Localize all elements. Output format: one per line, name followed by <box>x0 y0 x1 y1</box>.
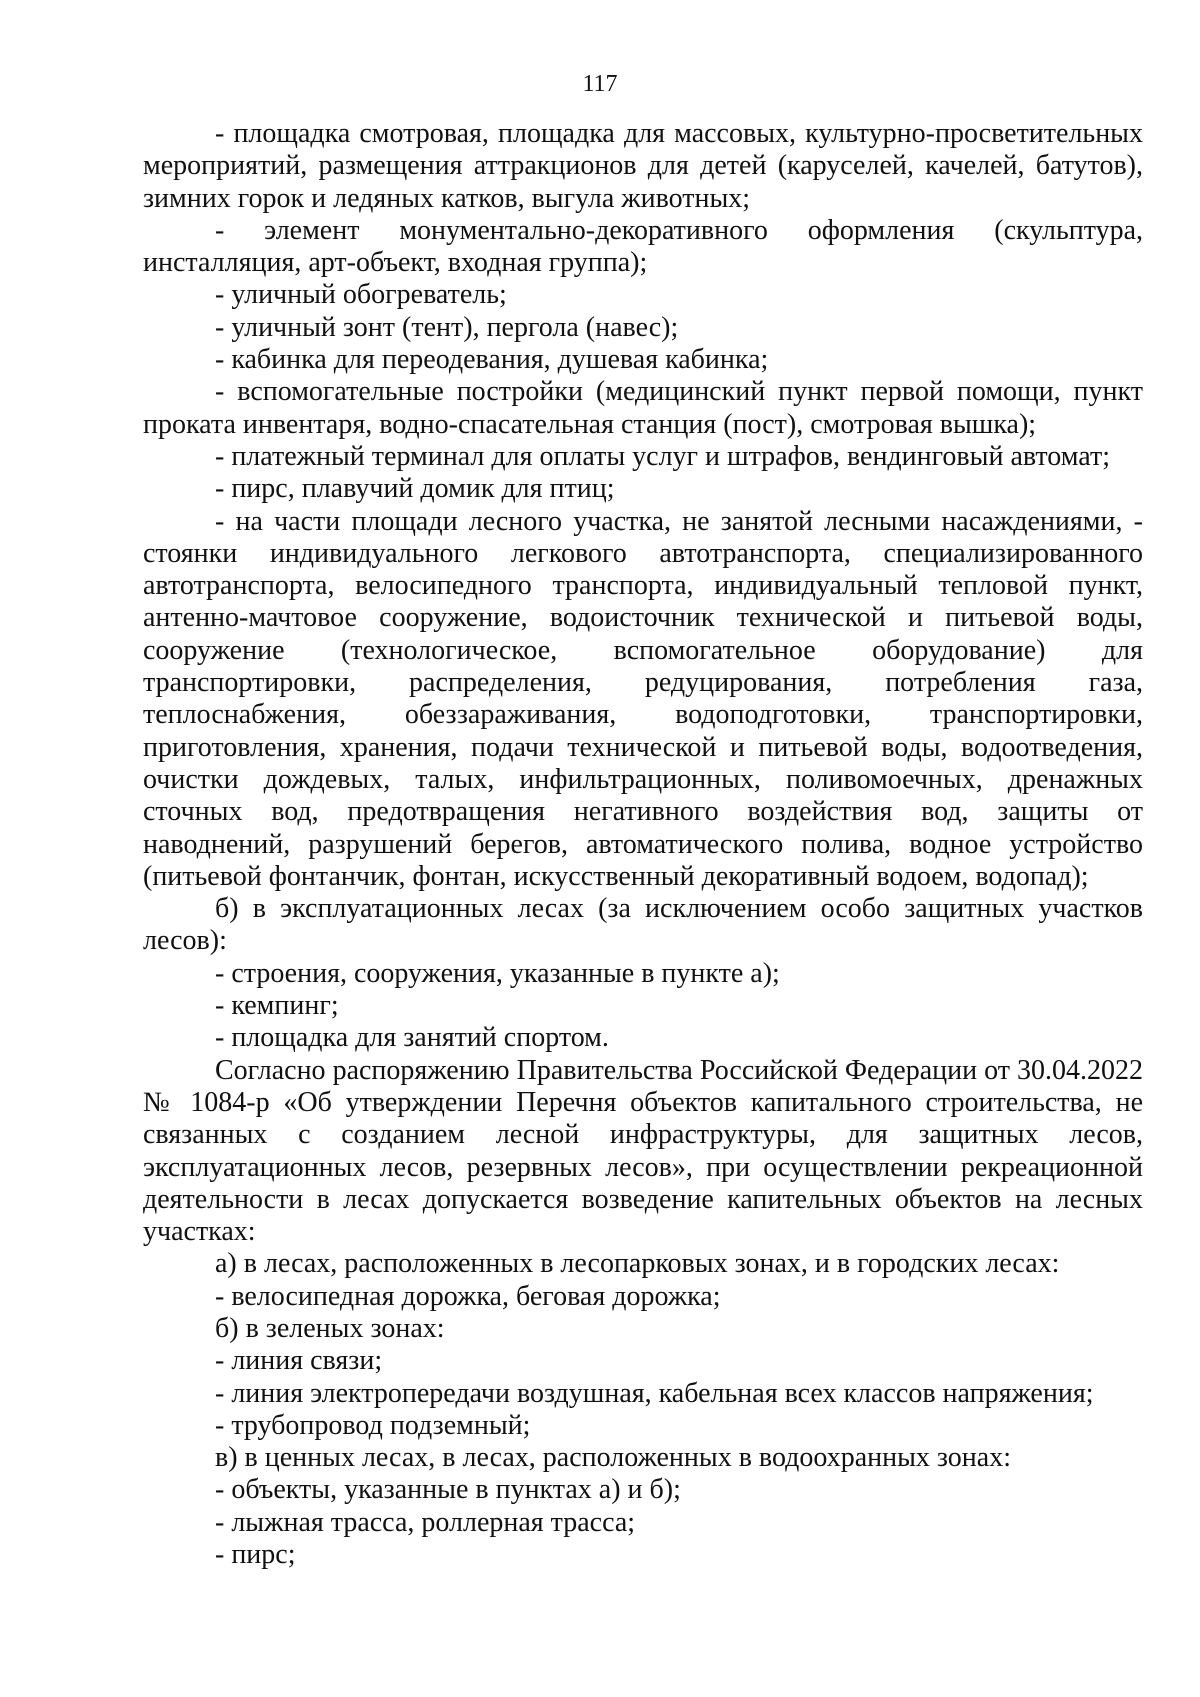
paragraph-22: - объекты, указанные в пунктах а) и б); <box>215 1474 681 1506</box>
paragraph-12: - кемпинг; <box>215 990 339 1022</box>
paragraph-18: - линия связи; <box>215 1345 383 1377</box>
paragraph-19: - линия электропередачи воздушная, кабельная всех классов напряжения; <box>215 1377 1094 1409</box>
paragraph-1: - площадка смотровая, площадка для массовых, культурно-просветительных мероприятий, размещения аттракционов для детей (каруселей, качелей, батутов), зимних горок и ледяных катков, выгула животных; <box>143 118 1143 214</box>
paragraph-9: - на части площади лесного участка, не занятой лесными насаждениями, - стоянки индивидуального легкового автотранспорта, специализированного автотранспорта, велосипедного транспорта, индивидуальный тепловой пункт, антенно-мачтовое сооружение, водоисточник технической и питьевой воды, сооружение (технологическое, вспомогательное оборудование) для транспортировки, распределения, редуцирования, потребления газа, теплоснабжения, обеззараживания, водоподготовки, транспортировки, приготовления, хранения, подачи технической и питьевой воды, водоотведения, очистки дождевых, талых, инфильтрационных, поливомоечных, дренажных сточных вод, предотвращения негативного воздействия вод, защиты от наводнений, разрушений берегов, автоматического полива, водное устройство (питьевой фонтанчик, фонтан, искусственный декоративный водоем, водопад); <box>143 505 1143 892</box>
paragraph-3: - уличный обогреватель; <box>215 279 507 311</box>
paragraph-8: - пирс, плавучий домик для птиц; <box>215 473 615 505</box>
paragraph-23: - лыжная трасса, роллерная трасса; <box>215 1506 636 1538</box>
paragraph-14: Согласно распоряжению Правительства Российской Федерации от 30.04.2022 № 1084-р «Об утверждении Перечня объектов капитального строительства, не связанных с созданием лесной инфраструктуры, для защитных лесов, эксплуатационных лесов, резервных лесов», при осуществлении рекреационной деятельности в лесах допускается возведение капительных объектов на лесных участках: <box>143 1054 1143 1248</box>
paragraph-13: - площадка для занятий спортом. <box>215 1022 609 1054</box>
paragraph-16: - велосипедная дорожка, беговая дорожка; <box>215 1280 721 1312</box>
paragraph-24: - пирс; <box>215 1539 296 1571</box>
paragraph-5: - кабинка для переодевания, душевая кабинка; <box>215 344 769 376</box>
paragraph-2: - элемент монументально-декоративного оформления (скульптура, инсталляция, арт-объект, входная группа); <box>143 214 1143 279</box>
paragraph-10: б) в эксплуатационных лесах (за исключением особо защитных участков лесов): <box>143 893 1143 957</box>
page-number: 117 <box>582 71 618 97</box>
paragraph-15: а) в лесах, расположенных в лесопарковых зонах, и в городских лесах: <box>215 1248 1060 1280</box>
document-body <box>143 118 1143 1571</box>
paragraph-4: - уличный зонт (тент), пергола (навес); <box>215 311 679 343</box>
paragraph-17: б) в зеленых зонах: <box>215 1312 445 1344</box>
paragraph-20: - трубопровод подземный; <box>215 1409 531 1441</box>
paragraph-21: в) в ценных лесах, в лесах, расположенных в водоохранных зонах: <box>215 1442 1011 1474</box>
paragraph-7: - платежный терминал для оплаты услуг и штрафов, вендинговый автомат; <box>215 440 1110 472</box>
paragraph-11: - строения, сооружения, указанные в пункте а); <box>215 957 780 989</box>
paragraph-6: - вспомогательные постройки (медицинский пункт первой помощи, пункт проката инвентаря, водно-спасательная станция (пост), смотровая вышка); <box>143 376 1143 440</box>
